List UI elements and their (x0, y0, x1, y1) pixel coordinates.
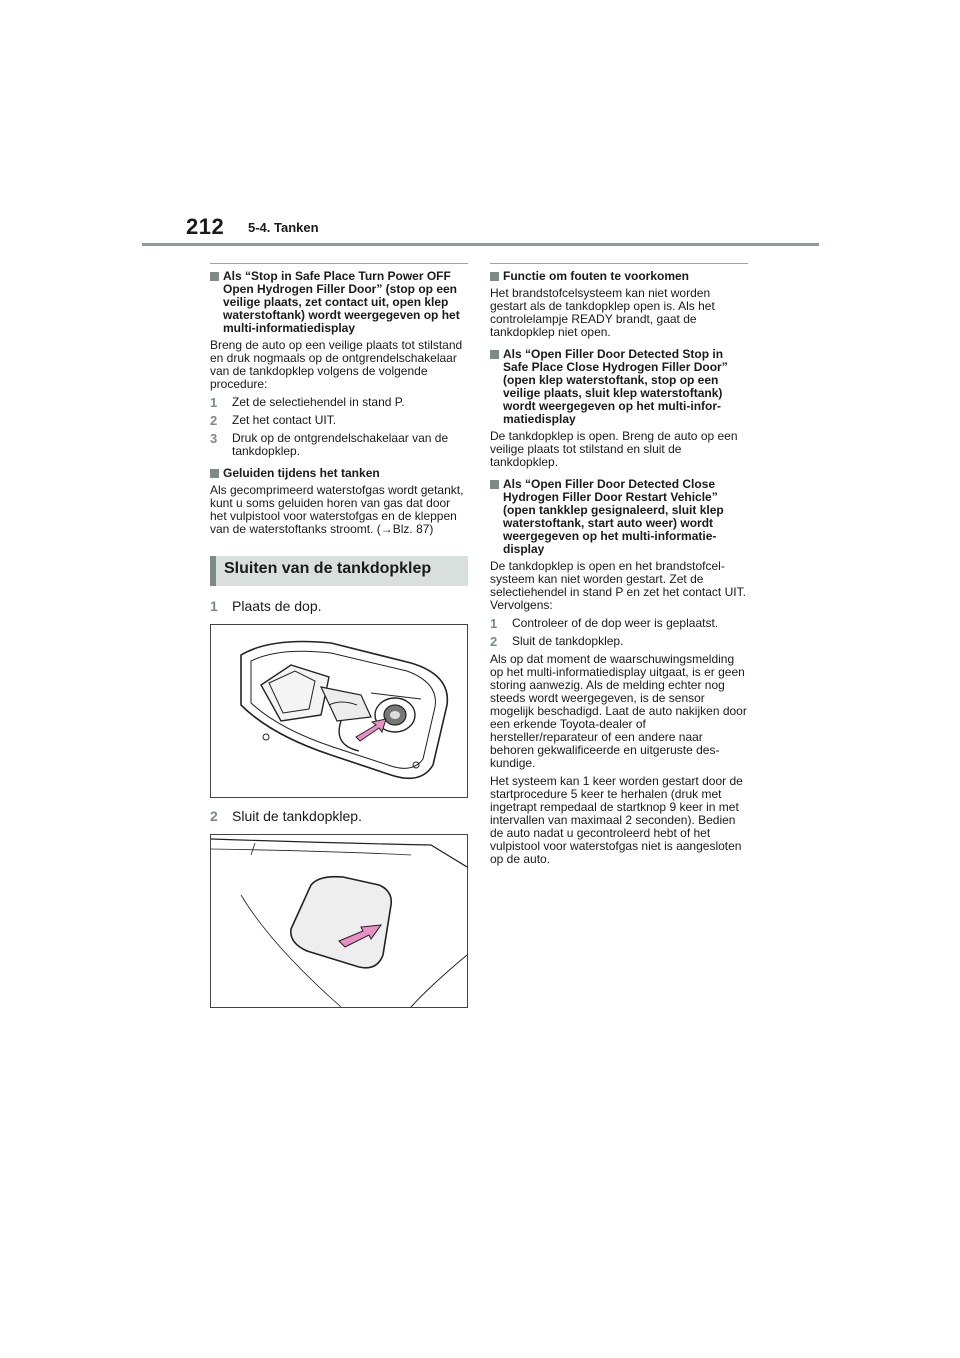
block-heading-text: Functie om fouten te voorkomen (503, 269, 690, 283)
step-number: 1 (210, 598, 218, 614)
main-step (210, 598, 468, 614)
block-heading (210, 467, 468, 480)
block-heading-text: Geluiden tijdens het tanken (223, 466, 380, 480)
step-number: 2 (490, 634, 498, 649)
step-text: Zet het contact UIT. (232, 413, 337, 427)
left-column (210, 263, 468, 1018)
step-item (210, 396, 468, 409)
block-heading-text: Als “Stop in Safe Place Turn Power OFF Open Hydrogen Filler Door” (stop op een veilige plaats, zet contact uit, open klep waterstoftank) wordt weergegeven op het multi-informatiedisplay (223, 269, 460, 335)
square-bullet-icon (490, 480, 499, 489)
step-number: 1 (210, 395, 218, 410)
square-bullet-icon (490, 272, 499, 281)
square-bullet-icon (210, 469, 219, 478)
step-text: Controleer of de dop weer is geplaatst. (512, 616, 719, 630)
step-text: Sluit de tankdopklep. (512, 634, 624, 648)
body-text: De tankdopklep is open. Breng de auto op een veilige plaats tot stilstand en sluit de tankdopklep. (490, 429, 738, 469)
step-item (490, 635, 748, 648)
step-number: 1 (490, 616, 498, 631)
body-text: Het systeem kan 1 keer worden gestart door de startprocedure 5 keer te herhalen (druk met ingetrapt rempedaal de startknop 9 keer in met intervallen van maximaal 2 seconden). Bedien de auto nadat u gecontroleerd hebt of het vulpistool voor waterstofgas niet is aangesloten op de auto. (490, 774, 743, 866)
header-rule (142, 243, 819, 246)
step-item (210, 414, 468, 427)
step-number: 2 (210, 413, 218, 428)
block-heading (210, 270, 468, 335)
step-number: 2 (210, 808, 218, 824)
block-heading (490, 348, 748, 426)
step-text: Sluit de tankdopklep. (232, 808, 362, 824)
block-heading (490, 478, 748, 556)
step-text: Plaats de dop. (232, 598, 322, 614)
block-heading-text: Als “Open Filler Door Detected Stop in Safe Place Close Hydrogen Filler Door” (open klep waterstoftank, stop op een veilige plaats, sluit klep waterstoftank) wordt weergegeven op het multi-informatiedisplay (503, 347, 728, 426)
step-text: Druk op de ontgrendelschakelaar van de tankdopklep. (232, 431, 449, 458)
closed-fuel-door-illustration (210, 834, 468, 1008)
block-heading (490, 270, 748, 283)
page-number: 212 (186, 214, 225, 239)
body-text: Breng de auto op een veilige plaats tot stilstand en druk nogmaals op de ontgrendelschakelaar van de tankdopklep volgens de volgende procedure: (210, 338, 463, 391)
step-item (490, 617, 748, 630)
right-column (490, 263, 748, 871)
section-banner (210, 556, 468, 586)
body-text: Als gecomprimeerd waterstofgas wordt getankt, kunt u soms geluiden horen van gas dat door het vulpistool voor waterstofgas en de kleppen van de waterstoftanks stroomt. (→Blz. 87) (210, 483, 464, 536)
section-banner-title: Sluiten van de tankdopklep (224, 560, 432, 577)
section-title: 5-4. Tanken (248, 220, 319, 235)
body-text: Als op dat moment de waarschuwingsmelding op het multi-informatiedisplay uitgaat, is er geen storing aanwezig. Als de melding echter nog steeds wordt weergegeven, is de sensor mogelijk beschadigd. Laat de auto nakijken door een erkende Toyota-dealer of hersteller/reparateur of een andere naar behoren gekwalificeerde en uitgeruste deskundige. (490, 652, 747, 770)
fuel-cap-illustration (210, 624, 468, 798)
step-item (210, 432, 468, 458)
block-heading-text: Als “Open Filler Door Detected Close Hydrogen Filler Door Restart Vehicle” (open tankklep gesignaleerd, sluit klep waterstoftank, start auto weer) wordt weergegeven op het multi-informatiedisplay (503, 477, 724, 556)
step-number: 3 (210, 431, 218, 446)
step-text: Zet de selectiehendel in stand P. (232, 395, 405, 409)
square-bullet-icon (210, 272, 219, 281)
main-step (210, 808, 468, 824)
square-bullet-icon (490, 350, 499, 359)
body-text: De tankdopklep is open en het brandstofcelsysteem kan niet worden gestart. Zet de selectiehendel in stand P en zet het contact UIT. Vervolgens: (490, 559, 746, 612)
body-text: Het brandstofcelsysteem kan niet worden gestart als de tankdopklep open is. Als het controlelampje READY brandt, gaat de tankdopklep niet open. (490, 286, 715, 339)
